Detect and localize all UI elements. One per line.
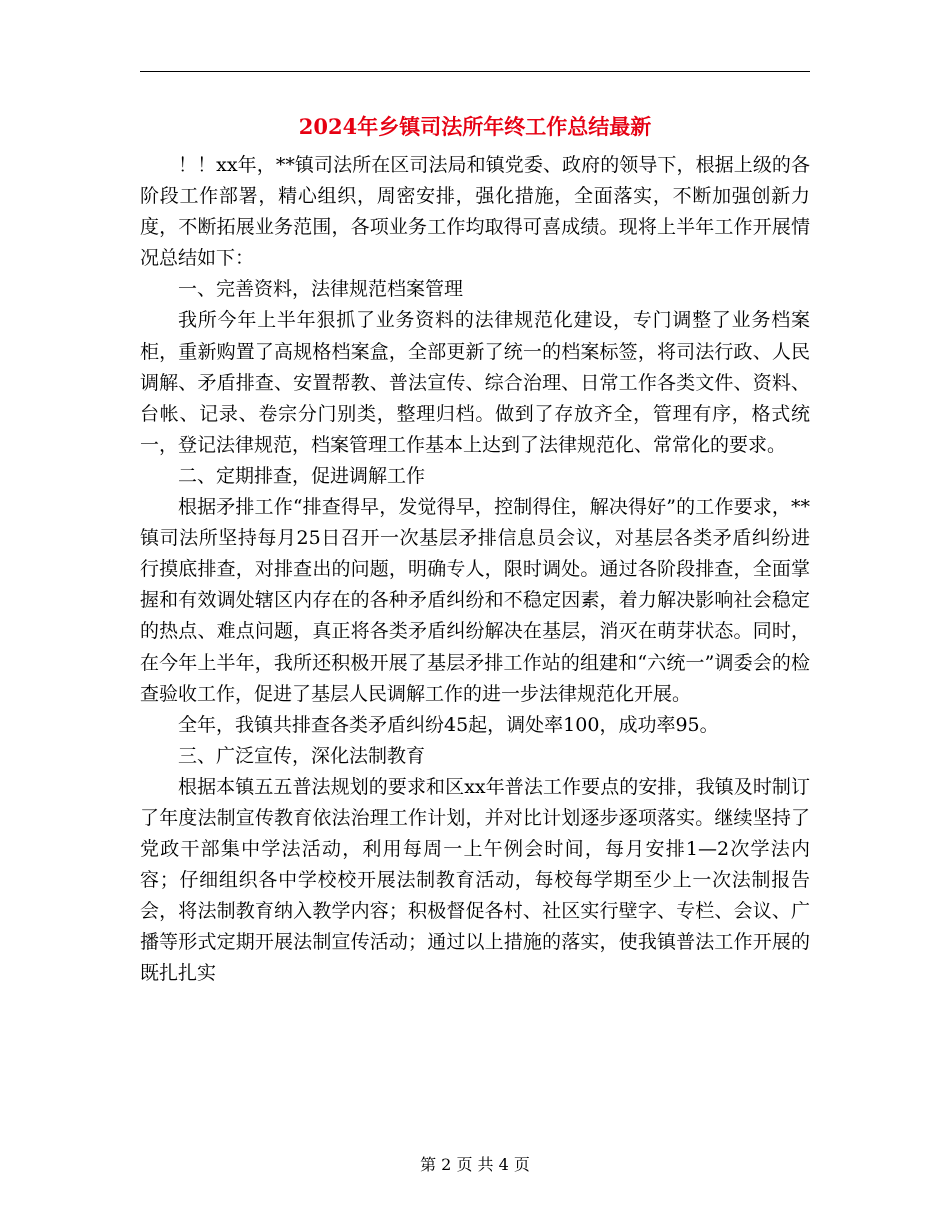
document-title: 2024年乡镇司法所年终工作总结最新	[298, 114, 652, 139]
paragraph-statistics: 全年，我镇共排查各类矛盾纠纷45起，调处率100，成功率95。	[178, 713, 719, 736]
paragraph-legal-education: 根据本镇五五普法规划的要求和区xx年普法工作要点的安排，我镇及时制订了年度法制宣传教育依法治理工作计划，并对比计划逐步逐项落实。继续坚持了党政干部集中学法活动，利用每周一上午例会时间，每月安排1—2次学法内容；仔细组织各中学校校开展法制教育活动，每校每学期至少上一次法制报告会，将法制教育纳入教学内容；积极督促各村、社区实行壁字、专栏、会议、广播等形式定期开展法制宣传活动；通过以上措施的落实，使我镇普法工作开展的既扎扎实	[140, 775, 810, 985]
paragraph-mediation: 根据矛排工作“排查得早，发觉得早，控制得住，解决得好”的工作要求，**镇司法所坚持每月25日召开一次基层矛排信息员会议，对基层各类矛盾纠纷进行摸底排查，对排查出的问题，明确专人，限时调处。通过各阶段排查，全面掌握和有效调处辖区内存在的各种矛盾纠纷和不稳定因素，着力解决影响社会稳定的热点、难点问题，真正将各类矛盾纠纷解决在基层，消灭在萌芽状态。同时，在今年上半年，我所还积极开展了基层矛排工作站的组建和“六统一”调委会的检查验收工作，促进了基层人民调解工作的进一步法律规范化开展。	[140, 496, 810, 705]
section-heading-3: 三、广泛宣传，深化法制教育	[178, 744, 426, 767]
section-heading-1: 一、完善资料，法律规范档案管理	[178, 278, 464, 301]
document-body	[140, 150, 810, 990]
paragraph-archives: 我所今年上半年狠抓了业务资料的法律规范化建设，专门调整了业务档案柜，重新购置了高规格档案盒，全部更新了统一的档案标签，将司法行政、人民调解、矛盾排查、安置帮教、普法宣传、综合治理、日常工作各类文件、资料、台帐、记录、卷宗分门别类，整理归档。做到了存放齐全，管理有序，格式统一，登记法律规范，档案管理工作基本上达到了法律规范化、常常化的要求。	[140, 309, 810, 456]
page-number-footer: 第 2 页 共 4 页	[420, 1155, 530, 1174]
section-heading-2: 二、定期排查，促进调解工作	[178, 464, 426, 487]
paragraph-intro: ！！xx年，**镇司法所在区司法局和镇党委、政府的领导下，根据上级的各阶段工作部署，精心组织，周密安排，强化措施，全面落实，不断加强创新力度，不断拓展业务范围，各项业务工作均取得可喜成绩。现将上半年工作开展情况总结如下：	[140, 154, 810, 270]
header-rule	[140, 71, 810, 72]
